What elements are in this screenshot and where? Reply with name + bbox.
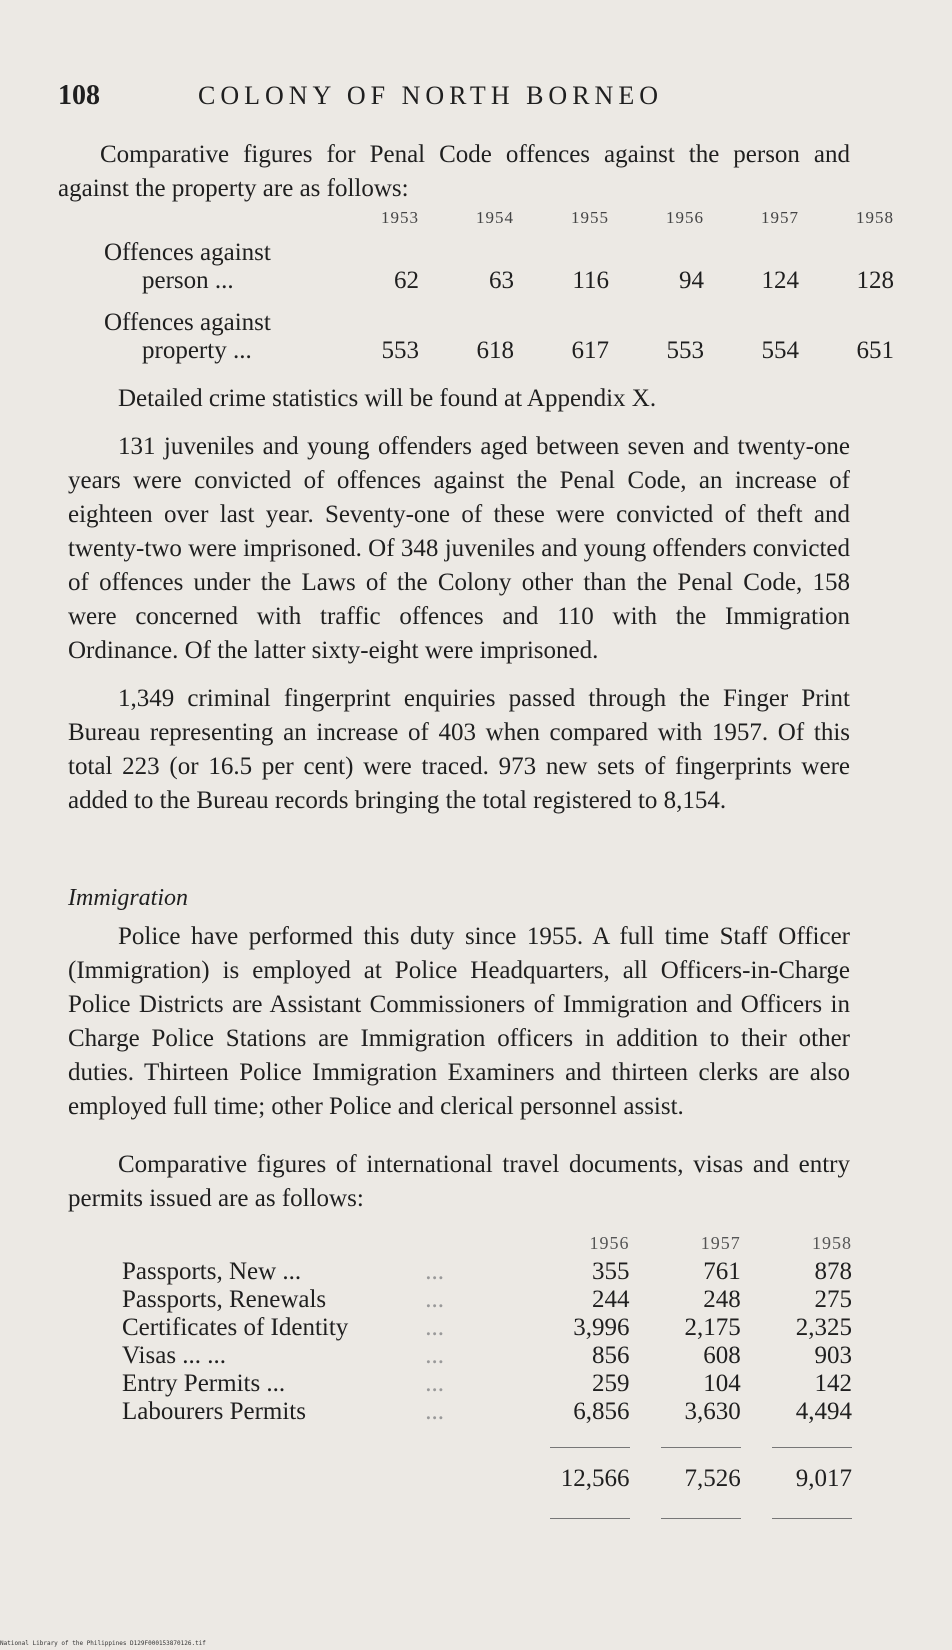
intro-penal-paragraph: Comparative figures for Penal Code offences against the person and against the property are as follows: — [58, 141, 850, 202]
table-cell: 94 — [679, 267, 704, 294]
travel-documents-table — [122, 1228, 852, 1532]
table-cell: 617 — [571, 337, 609, 364]
table-cell: 116 — [572, 267, 609, 294]
travel-intro-paragraph: Comparative figures of international travel documents, visas and entry permits issued are as follows: — [68, 1151, 850, 1212]
table-cell: 553 — [666, 337, 704, 364]
table-row: Entry Permits ... ... 259 104 142 — [122, 1370, 852, 1397]
year-header: 1958 — [812, 1233, 852, 1253]
table-cell: 651 — [856, 337, 894, 364]
year-header: 1955 — [571, 208, 609, 227]
scan-footer: National Library of the Philippines D129F000153870126.tif — [0, 1640, 206, 1647]
table-cell: 761 — [703, 1258, 741, 1285]
paragraph: Detailed crime statistics will be found at Appendix X. — [118, 385, 657, 412]
row-label: Passports, New ... — [122, 1258, 302, 1285]
row-label: Entry Permits ... — [122, 1370, 286, 1397]
table-row: Passports, Renewals ... 244 248 275 — [122, 1286, 852, 1313]
immigration-paragraph: Police have performed this duty since 1955. A full time Staff Officer (Immigration) is employed at Police Headquarters, all Officers-in-Charge Police Districts are Assistant Commissioners of Immigration and Officers in Charge Police Stations are Immigration officers in addition to their other duties. Thirteen Police Immigration Examiners and thirteen clerks are also employed full time; other Police and clerical personnel assist. — [68, 923, 850, 1120]
table-row: Certificates of Identity ... 3,996 2,175 2,325 — [122, 1314, 852, 1341]
table-cell: 3,996 — [573, 1314, 630, 1341]
row-label: Labourers Permits — [122, 1398, 306, 1425]
table-row: Visas ... ... ... 856 608 903 — [122, 1342, 852, 1369]
penal-code-table — [104, 205, 894, 371]
table-cell: 248 — [703, 1286, 741, 1313]
table-cell: 2,175 — [684, 1314, 741, 1341]
row-label: Offences against property ... — [104, 309, 271, 364]
travel-table-header — [122, 1228, 852, 1258]
total-cell: 7,526 — [684, 1465, 741, 1492]
table-row — [104, 301, 894, 371]
paragraph: 131 juveniles and young offenders aged between seven and twenty-one years were convicted of offences against the Penal Code, an increase of eighteen over last year. Seventy-one of these were convicted of theft and twenty-two were imprisoned. Of 348 juveniles and young offenders convicted of offences under the Laws of the Colony other than the Penal Code, 158 were concerned with traffic offences and 110 with the Immigration Ordinance. Of the latter sixty-eight were imprisoned. — [68, 433, 850, 664]
table-cell: 104 — [703, 1370, 741, 1397]
table-cell: 903 — [814, 1342, 852, 1369]
running-title: COLONY OF NORTH BORNEO — [198, 81, 663, 110]
total-cell: 12,566 — [560, 1465, 630, 1492]
year-header: 1953 — [381, 208, 419, 227]
table-cell: 128 — [856, 267, 894, 294]
year-header: 1957 — [761, 208, 799, 227]
table-cell: 554 — [761, 337, 799, 364]
row-label: Offences against person ... — [104, 239, 271, 294]
page-number: 108 — [58, 80, 100, 111]
immigration-heading: Immigration — [68, 885, 188, 911]
table-cell: 62 — [394, 267, 419, 294]
year-header: 1957 — [700, 1233, 741, 1253]
table-cell: 142 — [814, 1370, 852, 1397]
penal-table-header — [104, 205, 894, 231]
table-cell: 2,325 — [795, 1314, 852, 1341]
body-paragraphs — [68, 382, 850, 818]
table-cell: 259 — [592, 1370, 630, 1397]
table-row: Passports, New ... ... 355 761 878 — [122, 1258, 852, 1285]
table-cell: 878 — [814, 1258, 852, 1285]
table-cell: 124 — [761, 267, 799, 294]
table-cell: 6,856 — [573, 1398, 630, 1425]
table-cell: 63 — [489, 267, 514, 294]
table-cell: 856 — [592, 1342, 630, 1369]
year-header: 1958 — [856, 208, 894, 227]
table-cell: 275 — [814, 1286, 852, 1313]
year-header: 1956 — [589, 1233, 630, 1253]
subtotal-rule — [122, 1426, 852, 1454]
table-cell: 3,630 — [684, 1398, 741, 1425]
table-cell: 4,494 — [795, 1398, 852, 1425]
page-header — [58, 80, 663, 112]
table-row: Labourers Permits ... 6,856 3,630 4,494 — [122, 1398, 852, 1425]
paragraph: 1,349 criminal fingerprint enquiries passed through the Finger Print Bureau representing an increase of 403 when compared with 1957. Of this total 223 (or 16.5 per cent) were traced. 973 new sets of fingerprints were added to the Bureau records bringing the total registered to 8,154. — [68, 685, 850, 814]
table-cell: 608 — [703, 1342, 741, 1369]
row-label: Visas ... ... — [122, 1342, 227, 1369]
table-cell: 618 — [476, 337, 514, 364]
total-cell: 9,017 — [795, 1465, 852, 1492]
table-cell: 355 — [592, 1258, 630, 1285]
year-header: 1954 — [476, 208, 514, 227]
total-rule — [122, 1504, 852, 1532]
row-label: Passports, Renewals — [122, 1286, 327, 1313]
table-cell: 244 — [592, 1286, 630, 1313]
year-header: 1956 — [666, 208, 704, 227]
totals-row — [122, 1454, 852, 1504]
table-cell: 553 — [381, 337, 419, 364]
row-label: Certificates of Identity — [122, 1314, 349, 1341]
table-row — [104, 231, 894, 301]
